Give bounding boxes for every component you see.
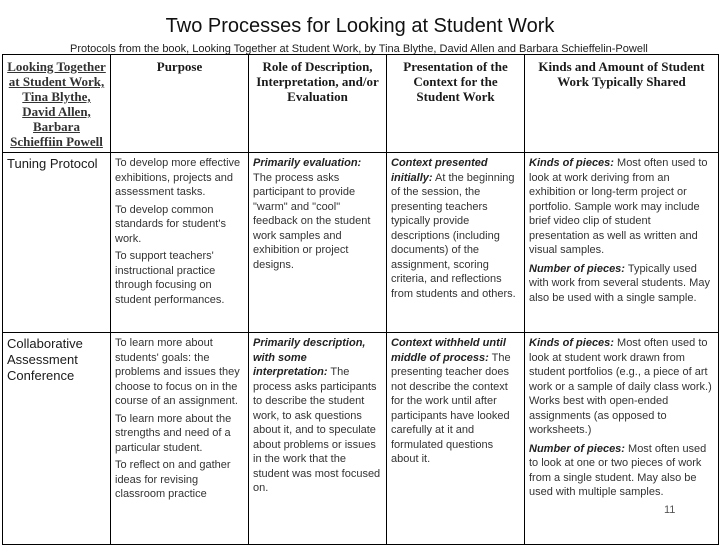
table-row-tuning-protocol <box>3 153 719 333</box>
context-emphasis: Context withheld until middle of process: <box>391 337 506 364</box>
page-number: 11 <box>664 504 676 516</box>
role-text: The process asks participants to describe the student work, to ask questions about it, and to speculate about problems or issues in the work that the student was most focused on. <box>253 366 381 494</box>
context-text: The presenting teacher does not describe the context for the work until after participants have looked carefully at it and formulated questions about it. <box>391 351 511 465</box>
kinds-text: Most often used to look at work deriving from an exhibition or long-term project or portfolio. Sample work may include brief video clip of student presentation as well as written and visual samples. <box>529 157 708 256</box>
role-emphasis: Primarily description, with some interpretation: <box>253 337 366 378</box>
context-text: At the beginning of the session, the presenting teachers typically provide descriptions (including documents) of the assignment, scoring criteria, and reflections from students and others. <box>391 171 516 300</box>
row-title: Tuning Protocol <box>3 153 111 333</box>
purpose-item: To reflect on and gather ideas for revising classroom practice <box>115 459 231 500</box>
header-kinds: Kinds and Amount of Student Work Typically Shared <box>525 55 719 153</box>
purpose-item: To learn more about the strengths and need of a particular student. <box>115 412 232 454</box>
context-emphasis: Context presented initially: <box>391 157 488 184</box>
context-cell <box>387 333 525 545</box>
kinds-text: Most often used to look at student work drawn from student portfolios (e.g., a piece of art work or a sample of daily class work.) Works best with open-ended assignments (as opposed to worksheets.) <box>529 337 712 436</box>
purpose-cell <box>111 333 249 545</box>
table-header-row <box>3 55 719 153</box>
context-cell <box>387 153 525 333</box>
purpose-cell <box>111 153 249 333</box>
purpose-item: To learn more about students' goals: the problems and issues they choose to focus on in the course of an assignment. <box>115 337 240 407</box>
page-title: Two Processes for Looking at Student Work <box>165 15 555 37</box>
kinds-cell <box>525 333 719 545</box>
number-emphasis: Number of pieces: <box>529 262 625 275</box>
comparison-table <box>2 54 719 545</box>
purpose-item: To develop more effective exhibitions, projects and assessment tasks. <box>115 157 241 198</box>
role-emphasis: Primarily evaluation: <box>253 157 362 169</box>
header-corner-citation: Looking Together at Student Work, Tina Blythe, David Allen, Barbara Schieffiin Powell <box>3 55 111 153</box>
table-row-collaborative-assessment <box>3 333 719 545</box>
row-title: Collaborative Assessment Conference <box>3 333 111 545</box>
number-text: Most often used to look at one or two pieces of work from a single student. May also be used with multiple samples. <box>529 442 707 498</box>
role-text: The process asks participant to provide "warm" and "cool" feedback on the student work samples and exhibition or project designs. <box>253 171 371 271</box>
kinds-emphasis: Kinds of pieces: <box>529 337 614 349</box>
header-context: Presentation of the Context for the Student Work <box>387 55 525 153</box>
number-text: Typically used with work from several students. May also be used with a single sample. <box>529 262 710 304</box>
page-subtitle: Protocols from the book, Looking Together at Student Work, by Tina Blythe, David Allen and Barbara Schieffelin-Powell <box>70 43 648 55</box>
header-purpose: Purpose <box>111 55 249 153</box>
header-role: Role of Description, Interpretation, and/or Evaluation <box>249 55 387 153</box>
role-cell <box>249 153 387 333</box>
number-emphasis: Number of pieces: <box>529 442 625 455</box>
kinds-emphasis: Kinds of pieces: <box>529 157 614 169</box>
purpose-item: To develop common standards for student's work. <box>115 203 226 245</box>
purpose-item: To support teachers' instructional practice through focusing on student performances. <box>115 250 225 306</box>
kinds-cell <box>525 153 719 333</box>
role-cell <box>249 333 387 545</box>
